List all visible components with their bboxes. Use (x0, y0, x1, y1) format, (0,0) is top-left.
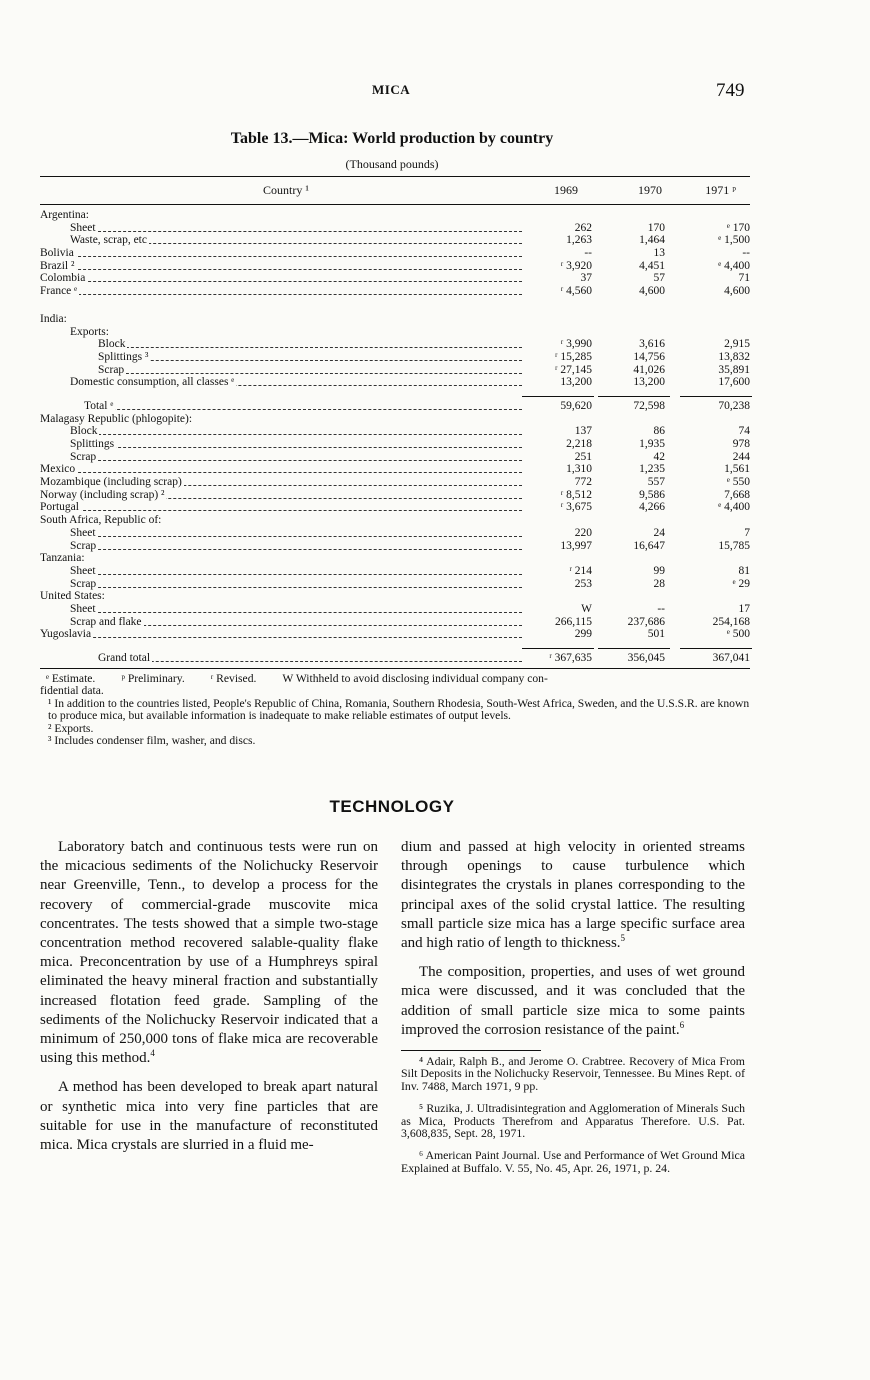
row-label: India: (40, 312, 67, 325)
cell-1969: ʳ 3,990 (560, 338, 592, 351)
cell-1970: 356,045 (627, 652, 665, 664)
table-row (40, 489, 750, 502)
cell-1969: 137 (574, 425, 592, 438)
table-footnotes (40, 673, 752, 747)
cell-1969: 59,620 (560, 399, 592, 412)
page-header (0, 80, 870, 110)
row-label: Malagasy Republic (phlogopite): (40, 412, 193, 425)
sum-rule (40, 648, 750, 649)
production-table (40, 176, 750, 669)
cell-1969: 1,310 (566, 463, 592, 476)
dot-leader (48, 636, 522, 638)
dot-leader (78, 230, 522, 232)
cell-1971: 71 (738, 272, 750, 285)
table-row (40, 438, 750, 451)
dot-leader (48, 471, 522, 473)
table-subtitle: (Thousand pounds) (345, 157, 439, 171)
cell-1969: 299 (574, 628, 592, 641)
row-label: Scrap (70, 577, 97, 590)
cell-1971: 244 (732, 450, 750, 463)
paragraph-text: A method has been developed to break apart natural or synthetic mica into very fine particles that are suitable for use in the manufacture of reconstituted mica. Mica crystals are slurried in a fluid me- (40, 1079, 378, 1154)
sum-rule (40, 396, 750, 397)
dot-leader (48, 255, 522, 257)
cell-1971: ᵉ 29 (732, 577, 750, 590)
page-number: 749 (716, 80, 745, 101)
cell-1970: 16,647 (633, 539, 665, 552)
reference-mark: 6 (679, 1019, 685, 1030)
reference-mark: 5 (620, 933, 626, 944)
cell-1971: ᵉ 4,400 (718, 259, 750, 272)
row-label: Argentina: (40, 209, 89, 221)
cell-1969: ʳ 4,560 (560, 285, 592, 298)
row-label: Domestic consumption, all classes ᵉ (70, 376, 235, 389)
row-label: Scrap (70, 450, 97, 463)
table-row (40, 652, 750, 665)
table-row (40, 552, 750, 565)
paragraph-wet-ground-mica (401, 963, 745, 1040)
legend-estimate: ᵉ Estimate. (46, 672, 96, 685)
table-row (40, 364, 750, 377)
cell-1969: ʳ 15,285 (555, 350, 592, 363)
dot-leader (48, 293, 522, 295)
dot-leader (78, 611, 522, 613)
row-label: Mexico (40, 463, 76, 476)
legend-withheld: W Withheld to avoid disclosing individual company con- (282, 672, 548, 685)
dot-leader (48, 280, 522, 282)
dot-leader (92, 408, 522, 410)
cell-1971: -- (742, 247, 750, 260)
table-row (40, 351, 750, 364)
table-row (40, 451, 750, 464)
footnote-legend-continued: fidential data. (40, 684, 104, 698)
cell-1970: 41,026 (633, 363, 665, 376)
cell-1969: 266,115 (555, 615, 592, 628)
row-label: Waste, scrap, etc (70, 234, 147, 247)
table-row (40, 603, 750, 616)
cell-1971: 254,168 (712, 615, 750, 628)
row-gap (40, 389, 750, 396)
legend-revised: ʳ Revised. (210, 672, 257, 685)
row-label: Sheet (70, 526, 96, 539)
column-header-1971: 1971 ᵖ (705, 183, 736, 197)
cell-1969: -- (584, 247, 592, 260)
cell-1970: 57 (653, 272, 665, 285)
cell-1971: 17 (738, 602, 750, 615)
row-gap (40, 641, 750, 648)
cell-1969: ʳ 8,512 (560, 488, 592, 501)
table-row (40, 326, 750, 339)
paragraph-process-tests (40, 838, 378, 1068)
footnote-1: ¹ In addition to the countries listed, People's Republic of China, Romania, Southern Rhodesia, South-West Africa, Sweden, and the U.S.S.R. are known to produce mica, but available information is inadequate to make reliable estimates of output levels. (48, 696, 750, 723)
table-row (40, 338, 750, 351)
row-gap (40, 298, 750, 313)
body-column-right (401, 838, 745, 1184)
table-row (40, 463, 750, 476)
cell-1969: ʳ 3,675 (560, 501, 592, 514)
row-label: Exports: (70, 325, 109, 338)
table-row (40, 285, 750, 298)
row-label: Bolivia (40, 247, 74, 260)
cell-1971: ᵉ 1,500 (718, 234, 750, 247)
footnote-2: ² Exports. (48, 721, 94, 735)
table-row (40, 234, 750, 247)
dot-leader (48, 509, 522, 511)
row-label: United States: (40, 590, 105, 603)
table-row (40, 313, 750, 326)
table-row (40, 209, 750, 222)
paragraph-text: The composition, properties, and uses of wet ground mica were discussed, and it was concluded that the addition of small particle size mica to some paints improved the corrosion resistance of the paint. (401, 964, 745, 1038)
row-label: South Africa, Republic of: (40, 514, 162, 527)
cell-1971: 15,785 (718, 539, 750, 552)
cell-1971: 74 (738, 425, 750, 438)
body-column-left (40, 838, 378, 1165)
cell-1969: 262 (574, 221, 592, 234)
cell-1969: 2,218 (566, 438, 592, 450)
cell-1970: 1,235 (639, 463, 665, 476)
table-row (40, 272, 750, 285)
cell-1971: 7,668 (724, 488, 750, 501)
cell-1970: 4,266 (639, 501, 665, 514)
cell-1971: 13,832 (718, 350, 750, 363)
cell-1970: 4,600 (639, 285, 665, 298)
row-label: Brazil ² (40, 259, 75, 272)
footnote-legend (40, 673, 752, 685)
row-label: Scrap (70, 539, 97, 552)
cell-1971: 978 (732, 438, 750, 450)
row-label: Sheet (70, 221, 96, 234)
row-label: Splittings (70, 438, 115, 450)
dot-leader (78, 573, 522, 575)
cell-1971: 4,600 (724, 285, 750, 298)
cell-1970: 4,451 (639, 259, 665, 272)
row-label: Tanzania: (40, 552, 85, 565)
column-header-1970: 1970 (638, 183, 662, 197)
row-label: Scrap (98, 363, 125, 376)
table-row (40, 260, 750, 273)
row-label: Grand total (98, 652, 151, 664)
cell-1970: 13,200 (633, 376, 665, 389)
cell-1969: 772 (574, 476, 592, 489)
table-row (40, 247, 750, 260)
cell-1969: 13,200 (560, 376, 592, 389)
cell-1971: 81 (738, 564, 750, 577)
cell-1970: 501 (647, 628, 665, 641)
cell-1969: 37 (580, 272, 592, 285)
dot-leader (48, 268, 522, 270)
table-row (40, 501, 750, 514)
cell-1971: ᵉ 550 (726, 476, 750, 489)
table-row (40, 590, 750, 603)
cell-1969: ʳ 367,635 (549, 652, 592, 664)
cell-1971: 35,891 (718, 363, 750, 376)
table-row (40, 376, 750, 389)
paragraph-text: dium and passed at high velocity in oriented streams through openings to cause turbulence which disintegrates the crystals in planes corresponding to the principal axes of the solid crystal lattice. The resulting small particle size mica has a large specific surface area and high ratio of length to thickness. (401, 839, 745, 952)
row-label: Splittings ³ (98, 350, 149, 363)
cell-1970: 557 (647, 476, 665, 489)
dot-leader (78, 586, 522, 588)
cell-1971: ᵉ 500 (726, 628, 750, 641)
cell-1970: 42 (653, 450, 665, 463)
table-row (40, 616, 750, 629)
cell-1971: 7 (744, 526, 750, 539)
row-label: France ᵉ (40, 285, 78, 298)
dot-leader (78, 535, 522, 537)
cell-1970: 72,598 (633, 399, 665, 412)
dot-leader (106, 359, 522, 361)
cell-1969: 220 (574, 526, 592, 539)
legend-preliminary: ᵖ Preliminary. (121, 672, 185, 685)
reference-5: ⁵ Ruzika, J. Ultradisintegration and Agglomeration of Minerals Such as Mica, Products Therefrom and Apparatus Therefore. U.S. Pat. 3,608,835, Sept. 28, 1971. (401, 1101, 745, 1141)
footnote-3: ³ Includes condenser film, washer, and discs. (48, 734, 256, 748)
table-row (40, 425, 750, 438)
cell-1971: 17,600 (718, 376, 750, 389)
dot-leader (78, 433, 522, 435)
dot-leader (106, 346, 522, 348)
table-row (40, 540, 750, 553)
section-heading: TECHNOLOGY (329, 797, 455, 816)
table-title: Table 13.—Mica: World production by country (230, 130, 554, 147)
reference-4: ⁴ Adair, Ralph B., and Jerome O. Crabtree. Recovery of Mica From Silt Deposits in the Nolichucky Reservoir, Tennessee. Bu Mines Rept. of Inv. 7488, March 1971, 9 pp. (401, 1054, 745, 1093)
cell-1970: 237,686 (627, 615, 665, 628)
cell-1971: ᵉ 4,400 (718, 501, 750, 514)
row-label: Sheet (70, 564, 96, 577)
table-bottom-rule (40, 668, 750, 669)
cell-1969: ʳ 27,145 (555, 363, 592, 376)
row-label: Sheet (70, 602, 96, 615)
table-row (40, 476, 750, 489)
dot-leader (106, 660, 522, 662)
cell-1970: 13 (653, 247, 665, 260)
cell-1969: 251 (574, 450, 592, 463)
cell-1969: 13,997 (560, 539, 592, 552)
cell-1970: 86 (653, 425, 665, 438)
cell-1970: 9,586 (639, 488, 665, 501)
cell-1971: 2,915 (724, 338, 750, 351)
cell-1969: ʳ 3,920 (560, 259, 592, 272)
row-label: Scrap and flake (70, 615, 142, 628)
table-row (40, 565, 750, 578)
footnote-rule (401, 1050, 541, 1051)
row-label: Portugal (40, 501, 79, 514)
cell-1970: -- (657, 602, 665, 615)
cell-1970: 1,935 (639, 438, 665, 450)
table-body (40, 205, 750, 665)
cell-1969: ʳ 214 (569, 564, 592, 577)
cell-1969: W (581, 602, 592, 615)
row-label: Norway (including scrap) ² (40, 488, 165, 501)
dot-leader (78, 459, 522, 461)
cell-1971: 367,041 (712, 652, 750, 664)
cell-1970: 24 (653, 526, 665, 539)
column-header-1969: 1969 (554, 183, 578, 197)
table-header-row (40, 177, 750, 205)
paragraph-text: Laboratory batch and continuous tests were run on the micacious sediments of the Nolichucky Reservoir near Greenville, Tenn., to develop a process for the recovery of commercial-grade muscovite mica concentrates. The tests showed that a simple two-stage concentration method recovered salable-quality flake mica. Preconcentration by use of a Humphreys spiral eliminated the heavy mineral fraction and substantially increased flotation feed grade. Sampling of the sediments of the Nolichucky Reservoir indicated that a minimum of 250,000 tons of flake mica are recoverable using this method. (40, 839, 378, 1067)
table-row (40, 527, 750, 540)
row-label: Mozambique (including scrap) (40, 476, 182, 489)
cell-1970: 3,616 (639, 338, 665, 351)
dot-leader (106, 372, 522, 374)
dot-leader (78, 548, 522, 550)
row-label: Yugoslavia (40, 628, 92, 641)
paragraph-break-apart-method (40, 1078, 378, 1155)
table-row (40, 578, 750, 591)
table-row (40, 400, 750, 413)
reference-mark: 4 (150, 1048, 155, 1059)
cell-1969: 1,263 (566, 234, 592, 247)
column-header-country: Country ¹ (263, 183, 309, 197)
table-row (40, 222, 750, 235)
row-label: Total ᵉ (84, 399, 114, 412)
cell-1970: 14,756 (633, 350, 665, 363)
cell-1970: 1,464 (639, 234, 665, 247)
cell-1971: 1,561 (724, 463, 750, 476)
cell-1971: 70,238 (718, 399, 750, 412)
cell-1970: 99 (653, 564, 665, 577)
cell-1971: ᵉ 170 (726, 221, 750, 234)
running-title: MICA (372, 82, 411, 97)
row-label: Colombia (40, 272, 86, 285)
cell-1970: 170 (647, 221, 665, 234)
table-row (40, 628, 750, 641)
dot-leader (78, 446, 522, 448)
row-label: Block (70, 425, 98, 438)
cell-1970: 28 (653, 577, 665, 590)
table-row (40, 514, 750, 527)
paragraph-turbulence (401, 838, 745, 953)
cell-1969: 253 (574, 577, 592, 590)
row-label: Block (98, 338, 126, 351)
dot-leader (78, 624, 522, 626)
reference-6: ⁶ American Paint Journal. Use and Performance of Wet Ground Mica Explained at Buffalo. V. 55, No. 45, Apr. 26, 1971, p. 24. (401, 1148, 745, 1175)
table-row (40, 413, 750, 426)
